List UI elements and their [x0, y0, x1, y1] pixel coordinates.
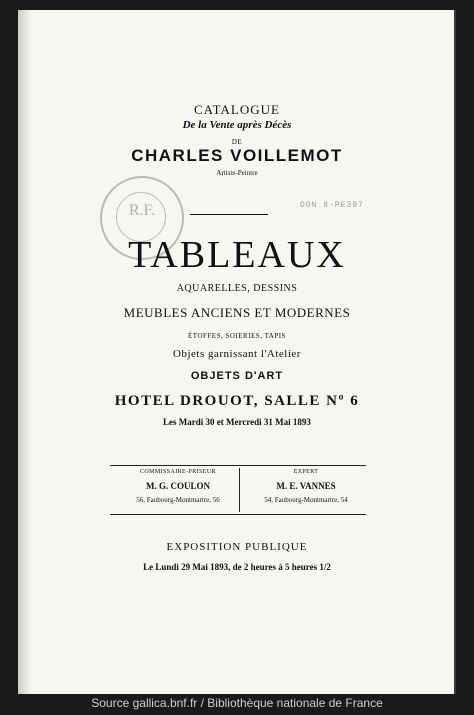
auctioneer-label: COMMISSAIRE-PRISEUR: [140, 469, 216, 475]
artist-role: Artiste-Peintre: [216, 169, 258, 177]
main-title: TABLEAUX: [128, 234, 346, 276]
venue: HOTEL DROUOT, SALLE Nº 6: [114, 393, 360, 409]
divider-rule: [190, 214, 268, 215]
shelfmark: DON 8-PE397: [300, 201, 364, 210]
document-page: [18, 10, 456, 694]
line-meubles: MEUBLES ANCIENS ET MODERNES: [123, 305, 351, 320]
officials-divider: [239, 468, 240, 512]
auctioneer-name: M. G. COULON: [146, 481, 210, 491]
catalogue-subtitle: De la Vente après Décès: [182, 119, 292, 131]
auctioneer-address: 56, Faubourg-Montmartre, 56: [136, 496, 220, 504]
expert-address: 54, Faubourg-Montmartre, 54: [264, 496, 348, 504]
line-objets-art: OBJETS D'ART: [190, 370, 284, 382]
stamp-text: R.F.: [128, 202, 156, 219]
expert-name: M. E. VANNES: [276, 481, 336, 491]
sale-dates: Les Mardi 30 et Mercredi 31 Mai 1893: [163, 417, 311, 427]
catalogue-heading: CATALOGUE: [194, 102, 280, 117]
exhibition-heading: EXPOSITION PUBLIQUE: [166, 541, 308, 553]
officials-rule-top: [110, 465, 366, 466]
de-word: DE: [231, 138, 243, 146]
artist-name: CHARLES VOILLEMOT: [131, 146, 343, 165]
officials-rule-bottom: [110, 514, 366, 515]
line-etoffes: ÉTOFFES, SOIERIES, TAPIS: [188, 332, 286, 340]
expert-label: EXPERT: [293, 469, 319, 475]
source-footer: Source gallica.bnf.fr / Bibliothèque nationale de France: [91, 696, 383, 710]
line-objets: Objets garnissant l'Atelier: [173, 348, 301, 360]
exhibition-date: Le Lundi 29 Mai 1893, de 2 heures à 5 heures 1/2: [143, 562, 331, 572]
line-aquarelles: AQUARELLES, DESSINS: [176, 283, 298, 294]
